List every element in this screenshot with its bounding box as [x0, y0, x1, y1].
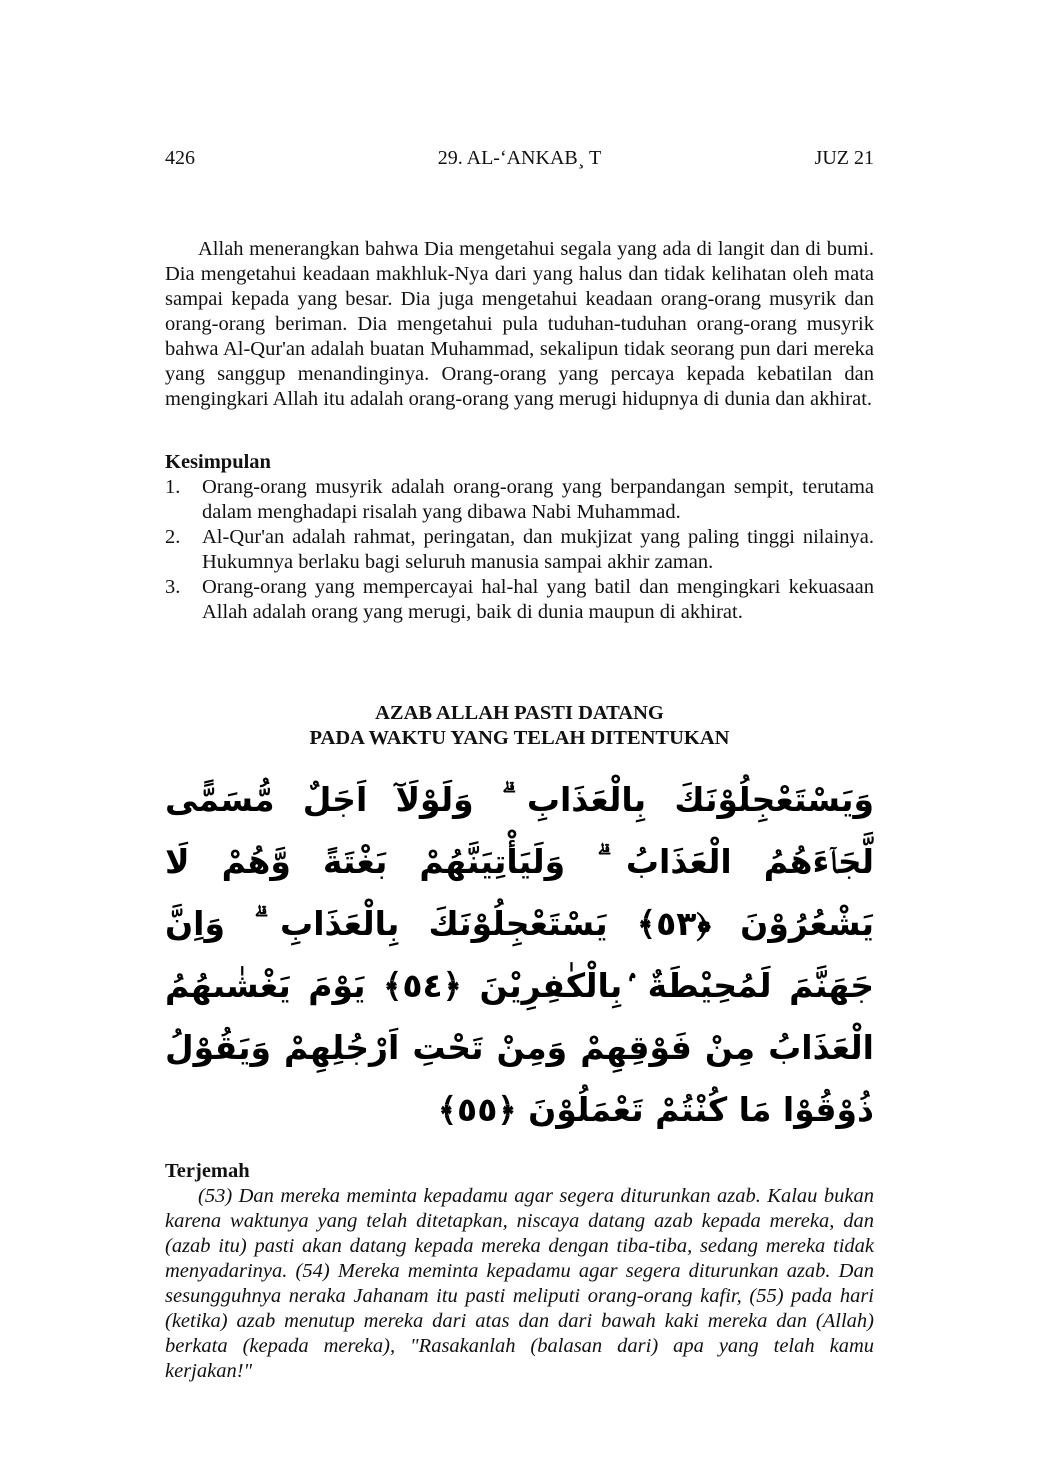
arabic-verse-text: وَيَسْتَعْجِلُوْنَكَ بِالْعَذَابِ ۗ وَلَوْلَآ اَجَلٌ مُّسَمًّى لَّجَاۤءَهُمُ الْعَذَابُ ۗ وَلَيَأْتِيَنَّهُمْ بَغْتَةً وَّهُمْ لَا يَشْعُرُوْنَ ﴿٥٣﴾ يَسْتَعْجِلُوْنَكَ بِالْعَذَابِ ۗ وَاِنَّ جَهَنَّمَ لَمُحِيْطَةٌ ۢبِالْكٰفِرِيْنَ ﴿٥٤﴾ يَوْمَ يَغْشٰىهُمُ الْعَذَابُ مِنْ فَوْقِهِمْ وَمِنْ تَحْتِ اَرْجُلِهِمْ وَيَقُوْلُ ذُوْقُوْا مَا كُنْتُمْ تَعْمَلُوْنَ ﴿٥٥﴾ [165, 780, 874, 1129]
list-item [165, 525, 874, 575]
section-title [165, 701, 874, 751]
list-item-text: Al-Qur'an adalah rahmat, peringatan, dan mukjizat yang paling tinggi nilainya. Hukumnya berlaku bagi seluruh manusia sampai akhir zaman. [202, 526, 874, 573]
running-header [165, 142, 874, 174]
section-title-line-1: AZAB ALLAH PASTI DATANG [375, 702, 664, 724]
page-number: 426 [165, 147, 195, 169]
list-item [165, 575, 874, 625]
list-item-number: 1. [165, 476, 181, 498]
kesimpulan-heading: Kesimpulan [165, 451, 271, 473]
list-item [165, 475, 874, 525]
section-title-line-2: PADA WAKTU YANG TELAH DITENTUKAN [309, 727, 730, 749]
juz-label: JUZ 21 [814, 147, 874, 169]
list-item-number: 3. [165, 576, 181, 598]
list-item-text: Orang-orang yang mempercayai hal-hal yang batil dan mengingkari kekuasaan Allah adalah orang yang merugi, baik di dunia maupun di akhirat. [202, 576, 874, 623]
list-item-text: Orang-orang musyrik adalah orang-orang yang berpandangan sempit, terutama dalam menghadapi risalah yang dibawa Nabi Muhammad. [202, 476, 874, 523]
terjemah-heading: Terjemah [165, 1160, 250, 1182]
chapter-title: 29. AL-‘ANKAB¸ T [437, 147, 602, 169]
conclusion-list [165, 475, 874, 625]
translation-paragraph: (53) Dan mereka meminta kepadamu agar segera diturunkan azab. Kalau bukan karena waktunya yang telah ditetapkan, niscaya datang azab kepada mereka, dan (azab itu) pasti akan datang kepada mereka dengan tiba-tiba, sedang mereka tidak menyadarinya. (54) Mereka meminta kepadamu agar segera diturunkan azab. Dan sesungguhnya neraka Jahanam itu pasti meliputi orang-orang kafir, (55) pada hari (ketika) azab menutup mereka dari atas dan dari bawah kaki mereka dan (Allah) berkata (kepada mereka), "Rasakanlah (balasan dari) apa yang telah kamu kerjakan!" [165, 1185, 874, 1382]
document-page [165, 142, 874, 1384]
intro-paragraph: Allah menerangkan bahwa Dia mengetahui segala yang ada di langit dan di bumi. Dia mengetahui keadaan makhluk-Nya dari yang halus dan tidak kelihatan oleh mata sampai kepada yang besar. Dia juga mengetahui keadaan orang-orang musyrik dan orang-orang beriman. Dia mengetahui pula tuduhan-tuduhan orang-orang musyrik bahwa Al-Qur'an adalah buatan Muhammad, sekalipun tidak seorang pun dari mereka yang sanggup menandinginya. Orang-orang yang percaya kepada kebatilan dan mengingkari Allah itu adalah orang-orang yang merugi hidupnya di dunia dan akhirat. [165, 238, 874, 410]
list-item-number: 2. [165, 526, 181, 548]
